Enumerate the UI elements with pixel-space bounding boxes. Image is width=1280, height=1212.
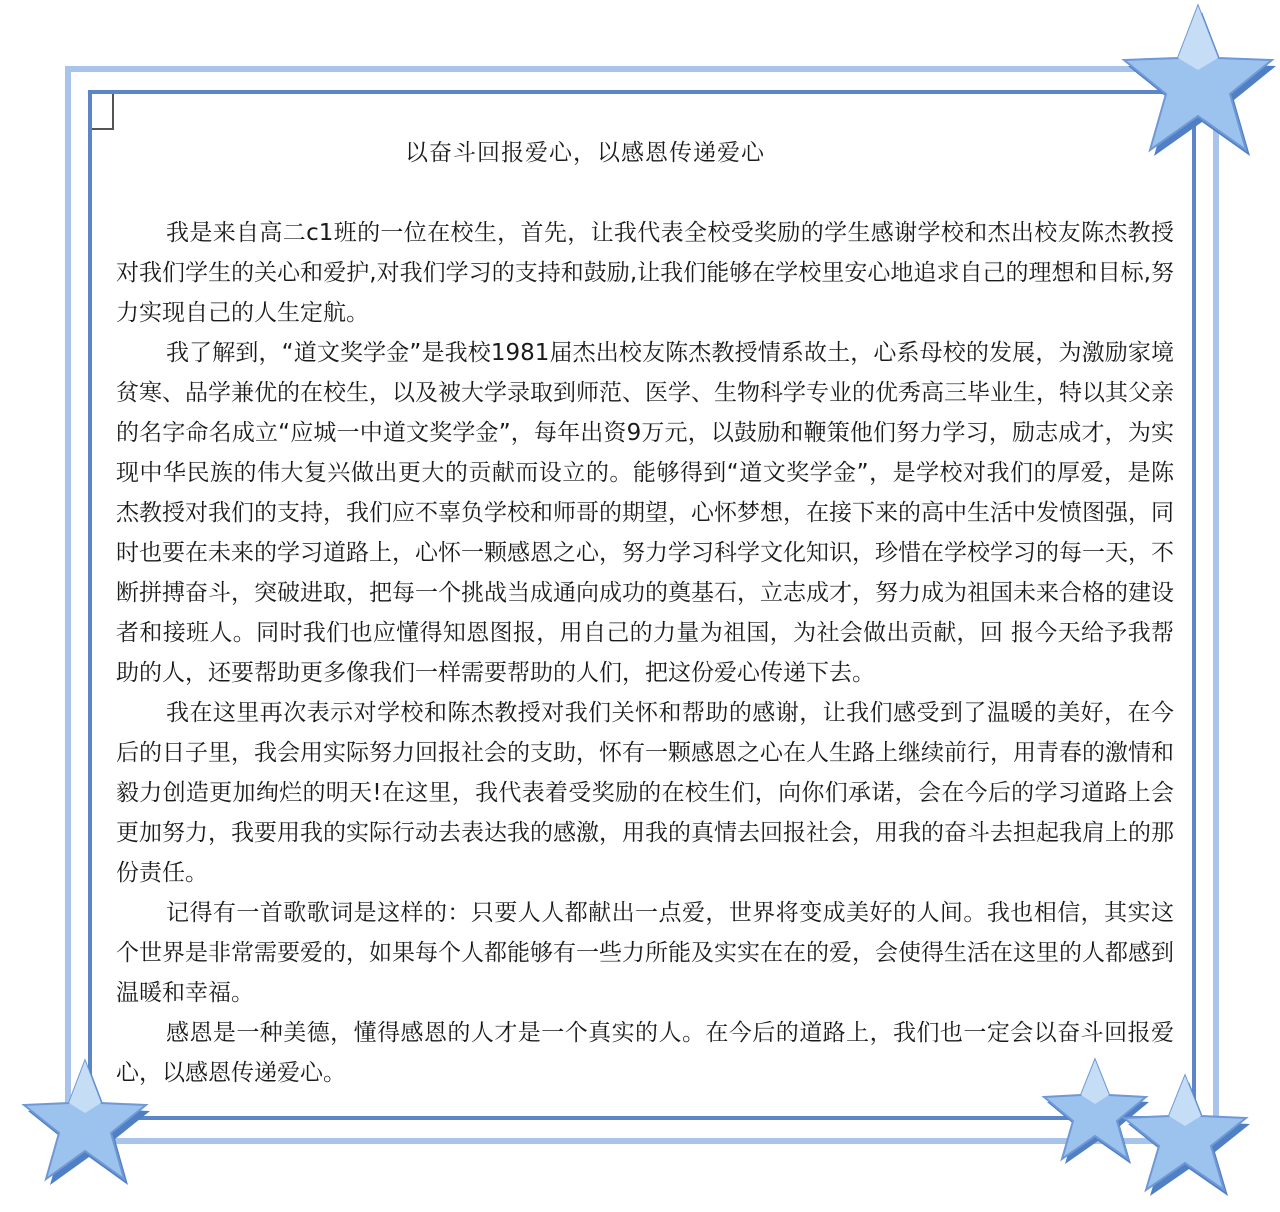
page-corner-mark [92,94,114,130]
document-body [116,213,1174,1120]
document-title: 以奋斗回报爱心，以感恩传递爱心 [405,140,765,166]
star-icon-top-right [1120,0,1280,170]
star-icon-bottom-left [20,1055,150,1195]
paragraph-2: 我了解到，“道文奖学金”是我校1981届杰出校友陈杰教授情系故土，心系母校的发展，为激励家境贫寒、品学兼优的在校生，以及被大学录取到师范、医学、生物科学专业的优秀高三毕业生，特以其父亲的名字命名成立“应城一中道文奖学金”，每年出资9万元，以鼓励和鞭策他们努力学习，励志成才，为实现中华民族的伟大复兴做出更大的贡献而设立的。能够得到“道文奖学金”，是学校对我们的厚爱，是陈杰教授对我们的支持，我们应不辜负学校和师哥的期望，心怀梦想，在接下来的高中生活中发愤图强，同时也要在未来的学习道路上，心怀一颗感恩之心，努力学习科学文化知识，珍惜在学校学习的每一天，不断拼搏奋斗，突破进取，把每一个挑战当成通向成功的奠基石，立志成才，努力成为祖国未来合格的建设者和接班人。同时我们也应懂得知恩图报，用自己的力量为祖国，为社会做出贡献，回 报今天给予我帮助的人，还要帮助更多像我们一样需要帮助的人们，把这份爱心传递下去。 [116,340,1174,686]
paragraph-4: 记得有一首歌歌词是这样的：只要人人都献出一点爱，世界将变成美好的人间。我也相信，其实这个世界是非常需要爱的，如果每个人都能够有一些力所能及实实在在的爱，会使得生活在这里的人都感到温暖和幸福。 [116,900,1174,1006]
paragraph-1: 我是来自高二c1班的一位在校生，首先，让我代表全校受奖励的学生感谢学校和杰出校友陈杰教授对我们学生的关心和爱护,对我们学习的支持和鼓励,让我们能够在学校里安心地追求自己的理想和目标,努力实现自己的人生定航。 [116,220,1174,326]
star-icon-bottom-right-large [1120,1070,1250,1205]
paragraph-3: 我在这里再次表示对学校和陈杰教授对我们关怀和帮助的感谢，让我们感受到了温暖的美好，在今后的日子里，我会用实际努力回报社会的支助，怀有一颗感恩之心在人生路上继续前行，用青春的激情和毅力创造更加绚烂的明天!在这里，我代表着受奖励的在校生们，向你们承诺，会在今后的学习道路上会更加努力，我要用我的实际行动去表达我的感激，用我的真情去回报社会，用我的奋斗去担起我肩上的那份责任。 [116,700,1174,886]
paragraph-5: 感恩是一种美德，懂得感恩的人才是一个真实的人。在今后的道路上，我们也一定会以奋斗回报爱心，以感恩传递爱心。 [116,1020,1174,1086]
